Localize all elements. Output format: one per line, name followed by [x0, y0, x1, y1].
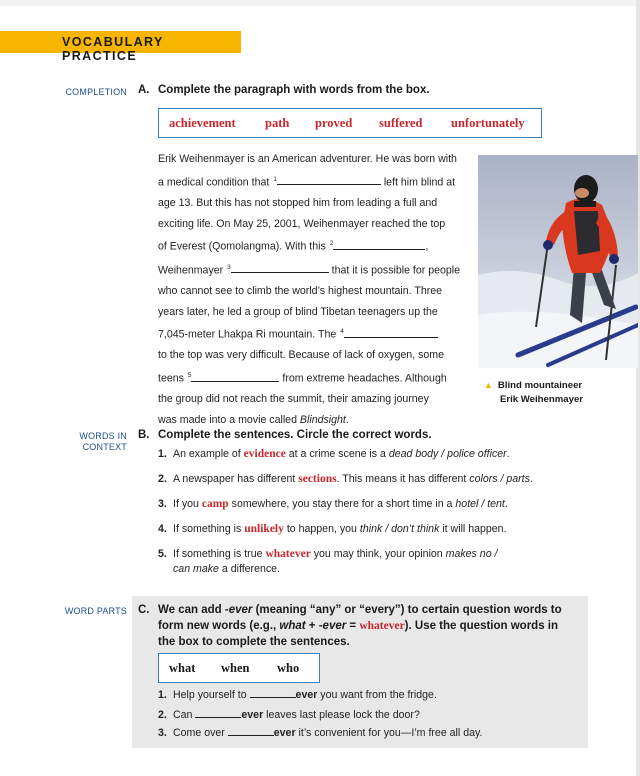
choice-options[interactable]: think / don’t think [359, 523, 440, 535]
photo-caption: ▲ Blind mountaineer Erik Weihenmayer [484, 380, 584, 405]
blank-c2[interactable] [195, 706, 241, 718]
blank-5[interactable] [191, 370, 279, 382]
word-box-item: what [169, 661, 196, 675]
exercise-c-item: 2. Can ever leaves last please lock the door? [158, 706, 420, 723]
paragraph-line: teens $^5$ from extreme headaches. Although [158, 366, 460, 389]
exercise-b-item: 4. If something is unlikely to happen, you think / don’t think it will happen. [158, 523, 507, 535]
section-a-heading [138, 82, 430, 98]
word-box-item: achievement [169, 116, 236, 130]
section-a-letter: A. [138, 84, 150, 96]
exercise-b-item: 5. If something is true whatever you may think, your opinion makes no / can make a difference. [158, 548, 498, 575]
choice-options[interactable]: can make [173, 563, 219, 575]
top-rule [0, 0, 640, 6]
choice-options[interactable]: hotel / tent [455, 498, 505, 510]
choice-options[interactable]: colors / parts [469, 473, 530, 485]
paragraph-line: Erik Weihenmayer is an American adventurer. He was born with [158, 153, 457, 165]
paragraph-line: years later, he led a group of blind Tibetan teenagers up the [158, 305, 438, 318]
blank-c1[interactable] [250, 686, 296, 698]
blank-c3[interactable] [228, 724, 274, 736]
word-box-item: when [221, 661, 250, 675]
blank-4[interactable] [344, 326, 438, 338]
choice-options[interactable]: makes no / [445, 548, 498, 560]
exercise-c-item: 3. Come over ever it’s convenient for you—I’m free all day. [158, 724, 482, 741]
word-box-item: proved [315, 116, 353, 130]
paragraph-line: to the top was very difficult. Because of lack of oxygen, some [158, 349, 444, 362]
blank-1[interactable] [277, 173, 381, 185]
banner-title: VOCABULARY PRACTICE [62, 35, 164, 63]
word-box-item: path [265, 116, 290, 130]
word-box-item: who [277, 661, 300, 675]
word-box-a [158, 108, 542, 138]
section-c-letter: C. [138, 604, 150, 616]
paragraph-line: of Everest (Qomolangma). With this $^2$ , [158, 234, 460, 257]
exercise-b-item: 3. If you camp somewhere, you stay there for a short time in a hotel / tent. [158, 498, 508, 510]
mountaineer-photo [478, 155, 638, 368]
paragraph-line: a medical condition that $^1$ left him blind at [158, 170, 460, 193]
paragraph-line: Weihenmayer $^3$ that it is possible for people [158, 258, 460, 281]
choice-options[interactable]: dead body / police officer [388, 448, 507, 460]
paragraph-line: the group did not reach the summit, their amazing journey [158, 393, 429, 406]
section-a-instruction: Complete the paragraph with words from the box. [158, 84, 430, 96]
paragraph-line: age 13. But this has not stopped him from leading a full and [158, 196, 438, 209]
reading-paragraph [158, 149, 460, 431]
paragraph-line: 7,045-meter Lhakpa Ri mountain. The $^4$ [158, 322, 460, 345]
completion-label: COMPLETION [65, 87, 127, 97]
exercise-b-item: 1. An example of evidence at a crime scene is a dead body / police officer. [158, 448, 510, 460]
paragraph-line: exciting life. On May 25, 2001, Weihenmayer reached the top [158, 217, 446, 230]
paragraph-line: who cannot see to climb the world’s highest mountain. Three [158, 284, 443, 297]
word-box-item: suffered [379, 116, 423, 130]
word-box-c [158, 653, 320, 683]
section-b-letter: B. [138, 429, 150, 441]
word-parts-label: WORD PARTS [64, 606, 127, 616]
paragraph-line: was made into a movie called Blindsight. [158, 414, 349, 427]
blank-2[interactable] [333, 238, 425, 250]
word-box-item: unfortunately [451, 116, 525, 130]
section-b-instruction: Complete the sentences. Circle the correct words. [158, 429, 432, 441]
blank-3[interactable] [231, 261, 329, 273]
page-edge [636, 0, 640, 776]
exercise-c-item: 1. Help yourself to ever you want from the fridge. [158, 686, 437, 703]
words-in-context-label: WORDS IN CONTEXT [79, 431, 127, 452]
section-c-heading: C. We can add -ever (meaning “any” or “every”) to certain question words to form new words (e.g., what + -ever = whatever). Use the question words in the box to complete the sentences. [138, 604, 562, 648]
section-banner [0, 31, 241, 63]
exercise-b-item: 2. A newspaper has different sections. This means it has different colors / parts. [158, 473, 533, 485]
caption-pointer-icon: ▲ [484, 380, 493, 390]
section-b-heading [138, 427, 432, 443]
